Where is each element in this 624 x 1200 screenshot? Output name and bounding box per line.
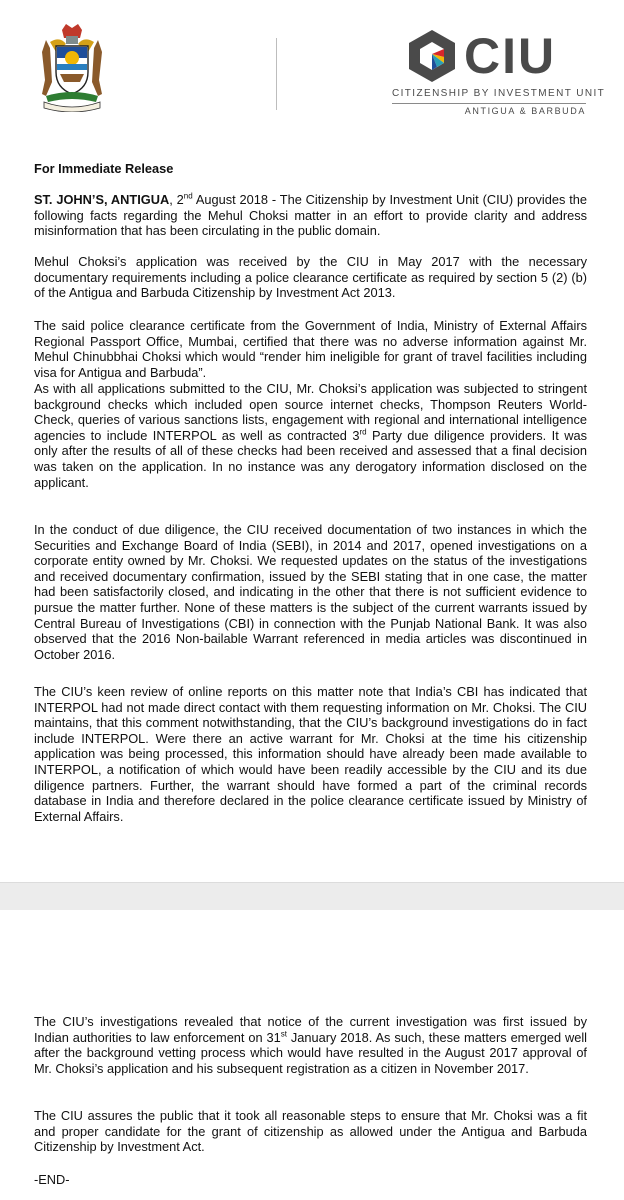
paragraph-6: The CIU’s keen review of online reports on this matter note that India’s CBI has indicated that INTERPOL had not made direct contact with them requesting information on Mr. Choksi. The CIU maintains, that this comment notwithstanding, that the CIU’s background investigations do in fact include INTERPOL. Were there an active warrant for Mr. Choksi at the time his citizenship application was being processed, this information should have already been made available to INTERPOL, a notification of which would have been readily accessible by the CIU and its due diligence partners. Further, the warrant should have formed a part of the criminal records database in India and therefore declared in the police clearance certificate issued by Ministry of External Affairs. [34,684,587,824]
sun [65,51,79,65]
sugar-mill [60,74,84,82]
paragraph-7-text-a: The CIU’s investigations revealed that notice of the current investigation was first issued by Indian authorities to law enforcement on 31 [34,1014,587,1045]
paragraph-1-text: August 2018 - The Citizenship by Investment Unit (CIU) provides the following facts regarding the Mehul Choksi matter in an effort to provide clarity and address misinformation that has been circulating in the public domain. [34,192,588,239]
paragraph-4 [34,381,587,490]
header-divider [276,38,277,110]
paragraph-2: Mehul Choksi’s application was received by the CIU in May 2017 with the necessary documentary requirements including a police clearance certificate as required by section 5 (2) (b) of the Antigua and Barbuda Citizenship by Investment Act 2013. [34,254,587,301]
release-label: For Immediate Release [34,161,174,176]
dateline: ST. JOHN’S, ANTIGUA [34,192,170,207]
ciu-country: ANTIGUA & BARBUDA [464,106,586,116]
right-supporter-deer [92,40,102,96]
ciu-wordmark: CIU [464,28,557,84]
ciu-tagline: CITIZENSHIP BY INVESTMENT UNIT [392,88,606,99]
date-suffix: nd [183,191,193,201]
compartment [46,92,98,102]
date-prefix: , 2 [169,192,184,207]
paragraph-5: In the conduct of due diligence, the CIU received documentation of two instances in which the Securities and Exchange Board of India (SEBI), in 2014 and 2017, opened investigations on a corporate entity owned by Mr. Choksi. We requested updates on the status of the investigations and received documentary confirmation, issued by the SEBI stating that in one case, the matter had been satisfactorily closed, and indicating in the other that there is not sufficient evidence to pursue the matter further. None of these matters is the subject of the current warrants issued by Central Bureau of Investigations (CBI) in connection with the Punjab National Bank. It was also observed that the 2016 Non-bailable Warrant referenced in media articles was discontinued in October 2016. [34,522,587,662]
paragraph-4-text-a: As with all applications submitted to the CIU, Mr. Choksi’s application was subjected to stringent background checks which included open source internet checks, Thompson Reuters World-Check, queries of various sanctions lists, engagement with regional and international intelligence agencies to include INTERPOL as well as contracted 3 [34,381,587,443]
ciu-logo-rule [392,103,586,104]
left-supporter-deer [42,40,52,96]
motto-scroll [44,102,100,112]
page-separator [0,882,624,912]
ciu-hexagon-icon [404,28,460,84]
ciu-logo [386,28,606,118]
helmet [66,36,78,44]
paragraph-3: The said police clearance certificate from the Government of India, Ministry of External Affairs Regional Passport Office, Mumbai, certified that there was no adverse information against Mr. Mehul Chinubbhai Choksi which would “render him ineligible for grant of travel facilities including visa for Antigua and Barbuda”. [34,318,587,380]
ordinal-suffix: st [280,1029,287,1039]
paragraph-1 [34,192,587,239]
shield-sea [57,64,87,70]
coat-of-arms-icon [36,22,108,112]
paragraph-8: The CIU assures the public that it took all reasonable steps to ensure that Mr. Choksi was a fit and proper candidate for the grant of citizenship as allowed under the Antigua and Barbuda Citizenship by Investment Act. [34,1108,587,1155]
crest-top [62,24,82,38]
paragraph-7 [34,1014,587,1076]
paragraph-4-text-b: Party due diligence providers. It was only after the results of all of these checks had been received and assessed that a final decision was taken on the application. In no instance was any derogatory information disclosed on the applicant. [34,427,587,490]
paragraph-7-text-b: January 2018. As such, these matters emerged well after the background vetting process which would have resulted in the August 2017 approval of Mr. Choksi’s application and his subsequent registration as a citizen in November 2017. [34,1029,588,1076]
ordinal-suffix: rd [359,427,367,437]
end-marker: -END- [34,1172,70,1187]
